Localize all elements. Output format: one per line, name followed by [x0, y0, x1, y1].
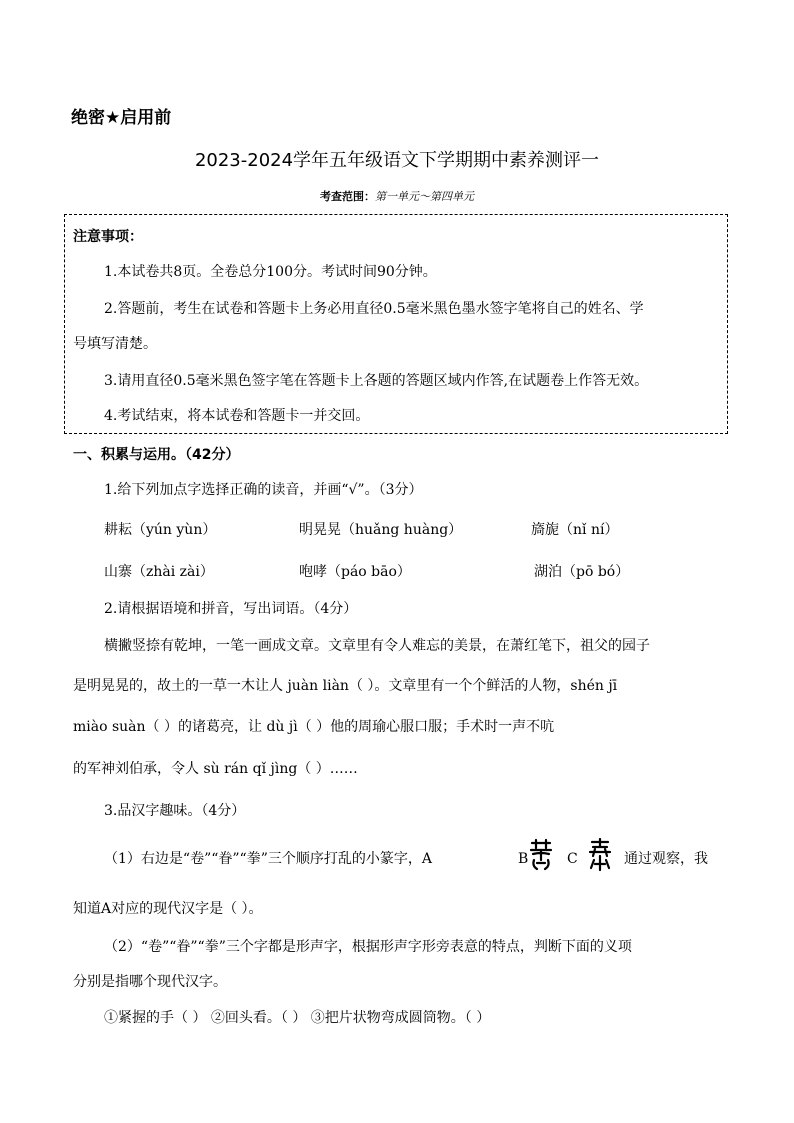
pinyin-option: 旖旎（nǐ ní） — [531, 522, 619, 538]
notice-item: 4.考试结束，将本试卷和答题卡一并交回。 — [104, 408, 370, 424]
question-3-prompt: 3.品汉字趣味。（4分） — [104, 803, 246, 819]
seal-label-b: B — [518, 851, 529, 867]
seal-label-c: C — [567, 851, 578, 867]
notice-item: 1.本试卷共8页。全卷总分100分。考试时间90分钟。 — [104, 264, 437, 280]
pinyin-option: 咆哮（páo bāo） — [299, 564, 411, 580]
scope-label: 考查范围： — [320, 190, 375, 203]
question-3-part1: （1）右边是“卷”“眷”“拳”三个顺序打乱的小篆字，A — [104, 851, 432, 867]
question-2-line: 横撇竖捺有乾坤，一笔一画成文章。文章里有令人难忘的美景，在萧红笔下，祖父的园子 — [104, 638, 650, 654]
notice-item: 3.请用直径0.5毫米黑色签字笔在答题卡上各题的答题区域内作答,在试题卷上作答无效。 — [104, 373, 649, 389]
question-3-part2-line2: 分别是指哪个现代汉字。 — [73, 974, 227, 990]
notice-item: 号填写清楚。 — [73, 336, 157, 352]
notice-heading: 注意事项： — [73, 229, 143, 245]
pinyin-option: 山寨（zhài zài） — [104, 564, 214, 580]
notice-box — [64, 214, 728, 434]
question-1-prompt: 1.给下列加点字选择正确的读音，并画“√”。（3分） — [104, 482, 423, 498]
exam-title: 2023-2024学年五年级语文下学期期中素养测评一 — [194, 150, 600, 171]
seal-script-c-icon — [587, 838, 613, 872]
pinyin-option: 明晃晃（huǎng huàng） — [299, 522, 463, 538]
notice-item: 2.答题前，考生在试卷和答题卡上务必用直径0.5毫米黑色墨水签字笔将自己的姓名、学 — [104, 301, 644, 317]
secret-mark: 绝密★启用前 — [71, 108, 172, 128]
question-3-options: ①紧握的手（ ） ②回头看。（ ） ③把片状物弯成圆筒物。（ ） — [104, 1010, 491, 1026]
question-2-line: 的军神刘伯承，令人 sù rán qǐ jìng（ ）…… — [73, 761, 358, 777]
section-heading: 一、积累与运用。（42分） — [73, 447, 240, 463]
pinyin-option: 耕耘（yún yùn） — [104, 522, 217, 538]
question-3-part1-end: 通过观察，我 — [624, 851, 708, 867]
question-3-part1-line2: 知道A对应的现代汉字是（ ）。 — [73, 901, 263, 917]
pinyin-option: 湖泊（pō bó） — [534, 564, 630, 580]
question-2-line: miào suàn（ ）的诸葛亮，让 dù jì（ ）他的周瑜心服口服；手术时一声不吭 — [73, 719, 555, 735]
exam-scope — [0, 188, 794, 204]
question-2-line: 是明晃晃的，故土的一草一木让人 juàn liàn（ ）。文章里有一个个鲜活的人物，shén jī — [73, 678, 618, 694]
scope-value: 第一单元～第四单元 — [375, 190, 474, 203]
seal-script-b-icon — [528, 838, 554, 872]
question-2-prompt: 2.请根据语境和拼音，写出词语。（4分） — [104, 601, 358, 617]
question-3-part2: （2）“卷”“眷”“拳”三个字都是形声字，根据形声字形旁表意的特点，判断下面的义项 — [104, 939, 632, 955]
